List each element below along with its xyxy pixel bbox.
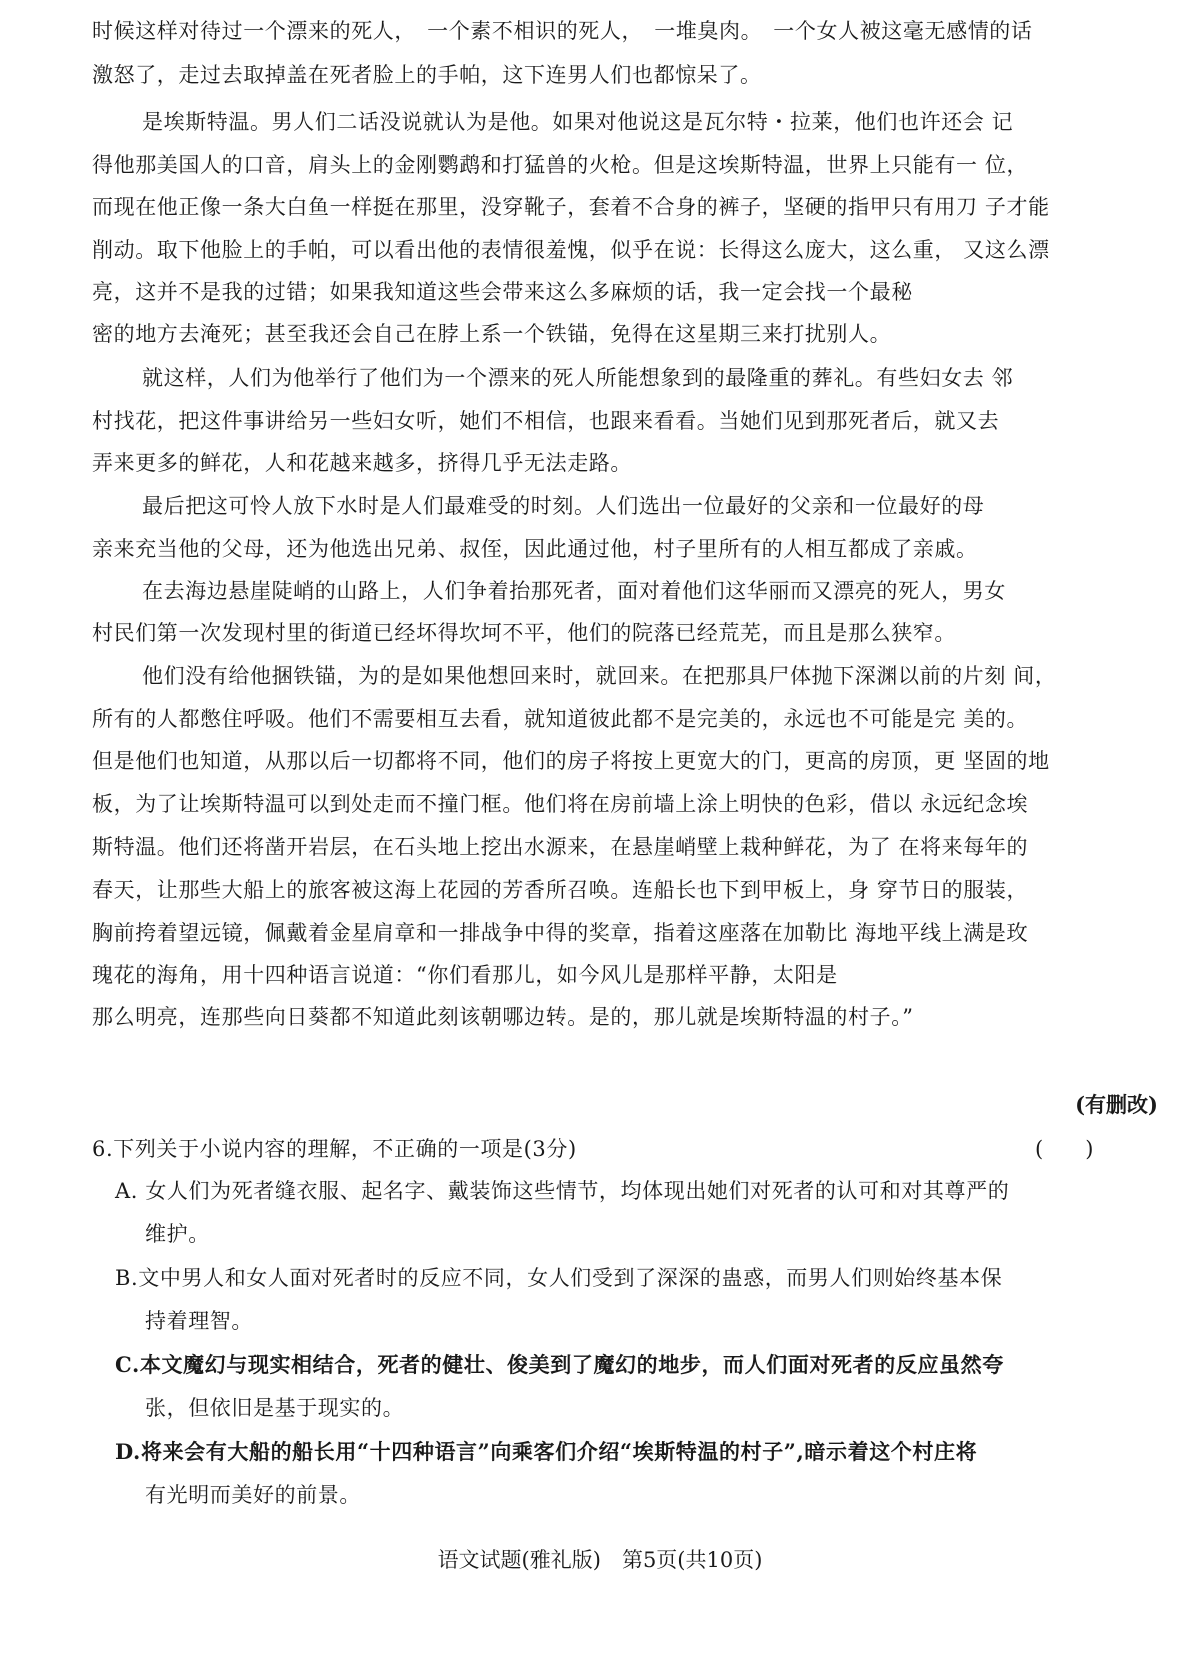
page-footer: 语文试题(雅礼版) 第5页(共10页) (437, 1548, 763, 1572)
passage-line: 激怒了，走过去取掉盖在死者脸上的手帕，这下连男人们也都惊呆了。 (92, 63, 762, 87)
option-a-line1: A. 女人们为死者缝衣服、起名字、戴装饰这些情节，均体现出她们对死者的认可和对其尊严的 (115, 1179, 1010, 1203)
passage-line: 村民们第一次发现村里的街道已经坏得坎坷不平，他们的院落已经荒芜，而且是那么狭窄。 (92, 621, 956, 645)
passage-line: 是埃斯特温。男人们二话没说就认为是他。如果对他说这是瓦尔特・拉莱，他们也许还会 记 (142, 110, 1014, 134)
passage-line: 密的地方去淹死；甚至我还会自己在脖上系一个铁锚，免得在这星期三来打扰别人。 (92, 322, 892, 346)
passage-line: 而现在他正像一条大白鱼一样挺在那里，没穿靴子，套着不合身的裤子，坚硬的指甲只有用刀 子才能 (92, 195, 1050, 219)
passage-line: 削动。取下他脸上的手帕，可以看出他的表情很羞愧，似乎在说：长得这么庞大，这么重， 又这么漂 (92, 238, 1050, 262)
passage-line: 最后把这可怜人放下水时是人们最难受的时刻。人们选出一位最好的父亲和一位最好的母 (142, 494, 985, 518)
passage-line: 弄来更多的鲜花，人和花越来越多，挤得几乎无法走路。 (92, 451, 632, 475)
option-c-line1: C.本文魔幻与现实相结合，死者的健壮、俊美到了魔幻的地步，而人们面对死者的反应虽然夸 (115, 1352, 1004, 1377)
passage-line: 所有的人都憋住呼吸。他们不需要相互去看，就知道彼此都不是完美的，永远也不可能是完 美的。 (92, 707, 1029, 731)
question-stem: 6.下列关于小说内容的理解，不正确的一项是(3分) (92, 1137, 577, 1161)
passage-line: 在去海边悬崖陡峭的山路上，人们争着抬那死者，面对着他们这华丽而又漂亮的死人，男女 (142, 579, 1006, 603)
passage-line: 板，为了让埃斯特温可以到处走而不撞门框。他们将在房前墙上涂上明快的色彩，借以 永远纪念埃 (92, 792, 1029, 816)
option-a-line2: 维护。 (145, 1222, 210, 1246)
option-c-line2: 张，但依旧是基于现实的。 (145, 1396, 405, 1420)
passage-line: 那么明亮，连那些向日葵都不知道此刻该朝哪边转。是的，那儿就是埃斯特温的村子。” (92, 1005, 914, 1029)
passage-line: 得他那美国人的口音，肩头上的金刚鹦鹉和打猛兽的火枪。但是这埃斯特温，世界上只能有一 位， (92, 153, 1029, 177)
passage-line: 亲来充当他的父母，还为他选出兄弟、叔侄，因此通过他，村子里所有的人相互都成了亲戚。 (92, 537, 978, 561)
passage-line: 时候这样对待过一个漂来的死人， 一个素不相识的死人， 一堆臭肉。 一个女人被这毫无感情的话 (92, 19, 1033, 43)
passage-line: 他们没有给他捆铁锚，为的是如果他想回来时，就回来。在把那具尸体抛下深渊以前的片刻 间， (142, 664, 1057, 688)
passage-line: 斯特温。他们还将凿开岩层，在石头地上挖出水源来，在悬崖峭壁上栽种鲜花，为了 在将来每年的 (92, 835, 1029, 859)
passage-line: 春天，让那些大船上的旅客被这海上花园的芳香所召唤。连船长也下到甲板上，身 穿节日的服装， (92, 878, 1029, 902)
option-b-line2: 持着理智。 (145, 1309, 253, 1333)
passage-line: 瑰花的海角，用十四种语言说道：“你们看那儿，如今风儿是那样平静，太阳是 (92, 963, 838, 987)
passage-line: 亮，这并不是我的过错；如果我知道这些会带来这么多麻烦的话，我一定会找一个最秘 (92, 280, 913, 304)
passage-line: 但是他们也知道，从那以后一切都将不同，他们的房子将按上更宽大的门，更高的房顶，更 坚固的地 (92, 749, 1050, 773)
answer-blank: ( ) (1035, 1137, 1094, 1161)
passage-line: 就这样，人们为他举行了他们为一个漂来的死人所能想象到的最隆重的葬礼。有些妇女去 邻 (142, 366, 1014, 390)
passage-line: 胸前挎着望远镜，佩戴着金星肩章和一排战争中得的奖章，指着这座落在加勒比 海地平线上满是玫 (92, 921, 1029, 945)
option-b-line1: B.文中男人和女人面对死者时的反应不同，女人们受到了深深的蛊惑，而男人们则始终基本保 (115, 1266, 1003, 1290)
option-d-line2: 有光明而美好的前景。 (145, 1483, 361, 1507)
passage-line: 村找花，把这件事讲给另一些妇女听，她们不相信，也跟来看看。当她们见到那死者后，就又去 (92, 409, 1000, 433)
option-d-line1: D.将来会有大船的船长用“十四种语言”向乘客们介绍“埃斯特温的村子”,暗示着这个村庄将 (115, 1439, 978, 1464)
abridged-note: (有删改) (1075, 1092, 1158, 1117)
